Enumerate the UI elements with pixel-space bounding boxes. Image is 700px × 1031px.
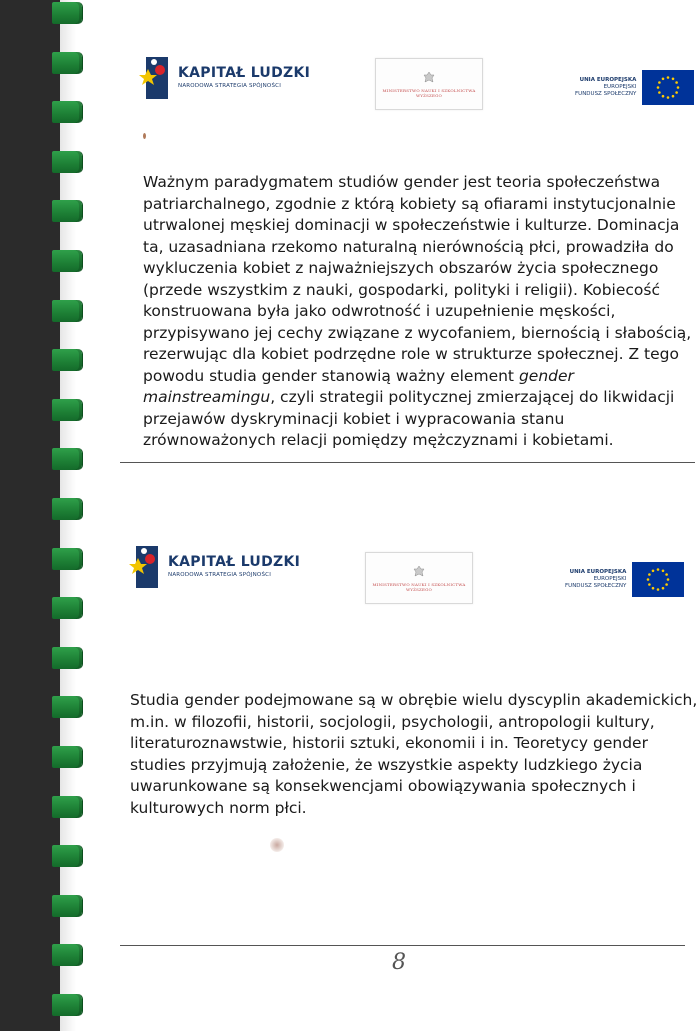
ministry-logo-text: MINISTERSTWO NAUKI I SZKOLNICTWA WYŻSZEGO: [382, 87, 476, 98]
binding-ring: [52, 746, 82, 768]
kapital-ludzki-logo: [128, 544, 300, 590]
binding-ring: [52, 200, 82, 222]
binding-ring: [52, 796, 82, 818]
slide-2: [95, 500, 700, 970]
eu-logo: [575, 70, 694, 105]
eu-line-1: UNIA EUROPEJSKA: [579, 77, 637, 83]
slide-1: [95, 0, 700, 462]
paragraph-italic-term: gender mainstreamingu: [143, 366, 574, 406]
eu-line-2: EUROPEJSKI: [603, 84, 637, 90]
kapital-ludzki-subtitle: NARODOWA STRATEGIA SPÓJNOŚCI: [178, 83, 282, 90]
page-number: 8: [392, 950, 406, 975]
eu-line-3: FUNDUSZ SPOŁECZNY: [565, 583, 627, 589]
ministry-logo: [375, 58, 483, 110]
binding-ring: [52, 448, 82, 470]
paragraph-text-after: , czyli strategii politycznej zmierzającej do likwidacji przejawów dyskryminacji kobiet i wypracowania stanu zrównoważonych relacji pomiędzy mężczyznami i kobietami.: [143, 388, 675, 449]
binding-ring: [52, 52, 82, 74]
bottom-divider: [120, 945, 685, 946]
binding-ring: [52, 349, 82, 371]
binding-ring: [52, 151, 82, 173]
binding-ring: [52, 300, 82, 322]
binding-ring: [52, 994, 82, 1016]
kapital-ludzki-subtitle: NARODOWA STRATEGIA SPÓJNOŚCI: [168, 572, 272, 579]
binding-ring: [52, 845, 82, 867]
binding-ring: [52, 250, 82, 272]
binding-ring: [52, 498, 82, 520]
binding-ring: [52, 647, 82, 669]
paragraph-text-before: Ważnym paradygmatem studiów gender jest teoria społeczeństwa patriarchalnego, zgodnie z którą kobiety są ofiarami instytucjonalnie utrwalonej męskiej dominacji w społeczeństwie i kulturze. Dominacja ta, uzasadniana rzekomo naturalną nierównością płci, prowadziła do wykluczenia kobiet z najważniejszych obszarów życia społecznego (przede wszystkim z nauki, gospodarki, polityki i religii). Kobiecość konstruowana była jako odwrotność i uzupełnienie męskości, przypisywano jej cechy związane z wycofaniem, biernością i słabością, rezerwując dla kobiet podrzędne role w strukturze społecznej. Z tego powodu studia gender stanowią ważny element: [143, 173, 692, 385]
eu-flag-icon: [642, 70, 694, 105]
kapital-ludzki-mark-icon: [128, 544, 160, 590]
eu-logo: [565, 562, 684, 597]
eu-line-1: UNIA EUROPEJSKA: [569, 569, 627, 575]
binding-ring: [52, 548, 82, 570]
ministry-logo-text: MINISTERSTWO NAUKI I SZKOLNICTWA WYŻSZEGO: [372, 581, 466, 592]
binding-ring: [52, 101, 82, 123]
slide-2-paragraph: Studia gender podejmowane są w obrębie wielu dyscyplin akademickich, m.in. w filozofii, historii, socjologii, psychologii, antropologii kultury, literaturoznawstwie, historii sztuki, ekonomii i in. Teoretycy gender studies przyjmują założenie, że wszystkie aspekty ludzkiego życia uwarunkowane są konsekwencjami obowiązywania społecznych i kulturowych norm płci.: [130, 691, 698, 817]
eu-line-2: EUROPEJSKI: [593, 576, 627, 582]
kapital-ludzki-mark-icon: [138, 55, 170, 101]
slide-1-paragraph: [143, 172, 698, 452]
polish-eagle-icon: [423, 71, 435, 85]
binding-ring: [52, 597, 82, 619]
paper-speck: [143, 133, 146, 139]
kapital-ludzki-title: KAPITAŁ LUDZKI: [178, 65, 311, 82]
polish-eagle-icon: [413, 565, 425, 579]
binding-ring: [52, 399, 82, 421]
kapital-ludzki-logo: [138, 55, 310, 101]
binding-ring: [52, 696, 82, 718]
binding-ring: [52, 944, 82, 966]
paper-stain: [270, 838, 284, 852]
binding-ring: [52, 2, 82, 24]
binding-ring: [52, 895, 82, 917]
eu-line-3: FUNDUSZ SPOŁECZNY: [575, 91, 637, 97]
eu-flag-icon: [632, 562, 684, 597]
slide-divider: [120, 462, 695, 463]
ministry-logo: [365, 552, 473, 604]
kapital-ludzki-title: KAPITAŁ LUDZKI: [168, 554, 301, 571]
